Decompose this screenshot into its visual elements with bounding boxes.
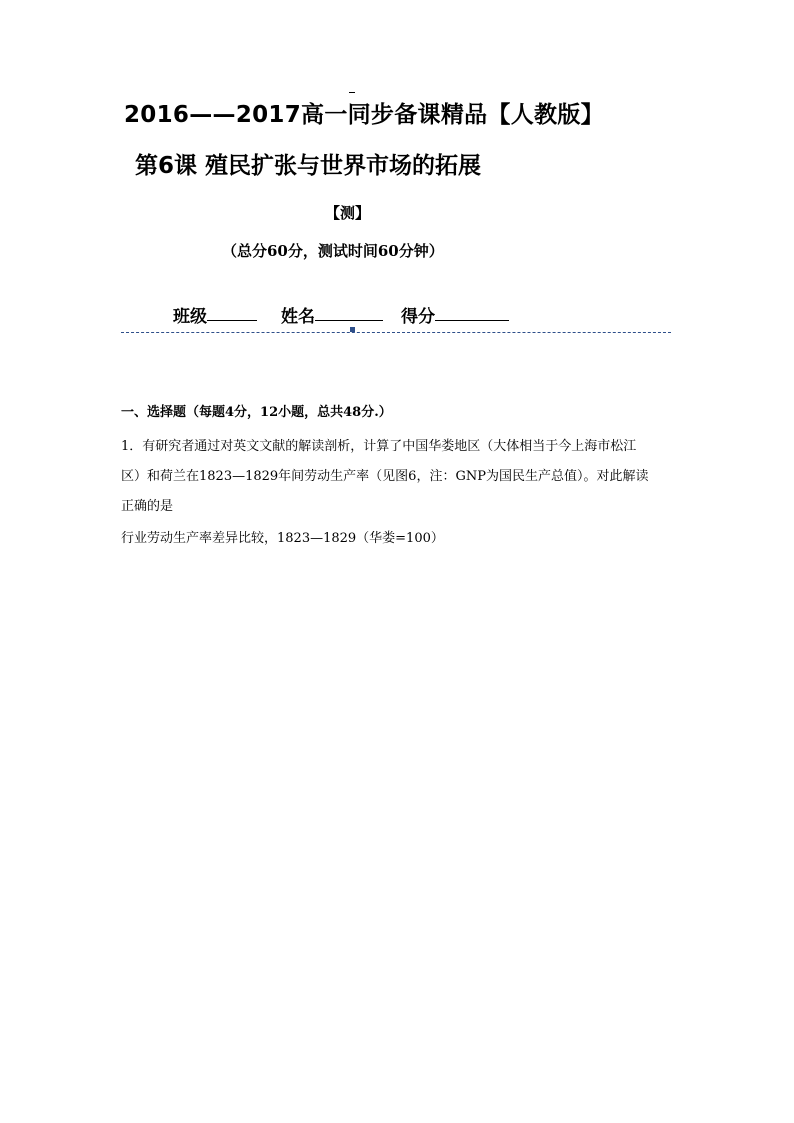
question-1 bbox=[121, 432, 681, 522]
name-field[interactable] bbox=[315, 302, 383, 321]
class-label: 班级 bbox=[173, 307, 207, 327]
score-field[interactable] bbox=[435, 302, 509, 321]
anchor-marker bbox=[350, 327, 355, 332]
header-mark bbox=[349, 92, 355, 93]
header-divider bbox=[121, 332, 671, 333]
question-1-line-1: 1．有研究者通过对英文文献的解读剖析，计算了中国华娄地区（大体相当于今上海市松江 bbox=[121, 439, 637, 454]
score-info: （总分60分，测试时间60分钟） bbox=[222, 242, 444, 260]
figure-caption: 行业劳动生产率差异比较，1823—1829（华娄=100） bbox=[121, 531, 444, 546]
student-info-row bbox=[173, 302, 509, 327]
name-label: 姓名 bbox=[281, 307, 315, 327]
test-label: 【测】 bbox=[325, 204, 371, 222]
class-field[interactable] bbox=[207, 302, 257, 321]
question-1-line-2: 区）和荷兰在1823—1829年间劳动生产率（见图6，注：GNP为国民生产总值）。对此解读 bbox=[121, 469, 649, 484]
question-1-line-3: 正确的是 bbox=[121, 499, 174, 514]
score-label: 得分 bbox=[401, 307, 435, 327]
document-title: 2016——2017高一同步备课精品【人教版】 bbox=[124, 102, 604, 128]
lesson-title: 第6课 殖民扩张与世界市场的拓展 bbox=[135, 153, 482, 179]
section-heading: 一、选择题（每题4分，12小题，总共48分.） bbox=[121, 405, 392, 420]
